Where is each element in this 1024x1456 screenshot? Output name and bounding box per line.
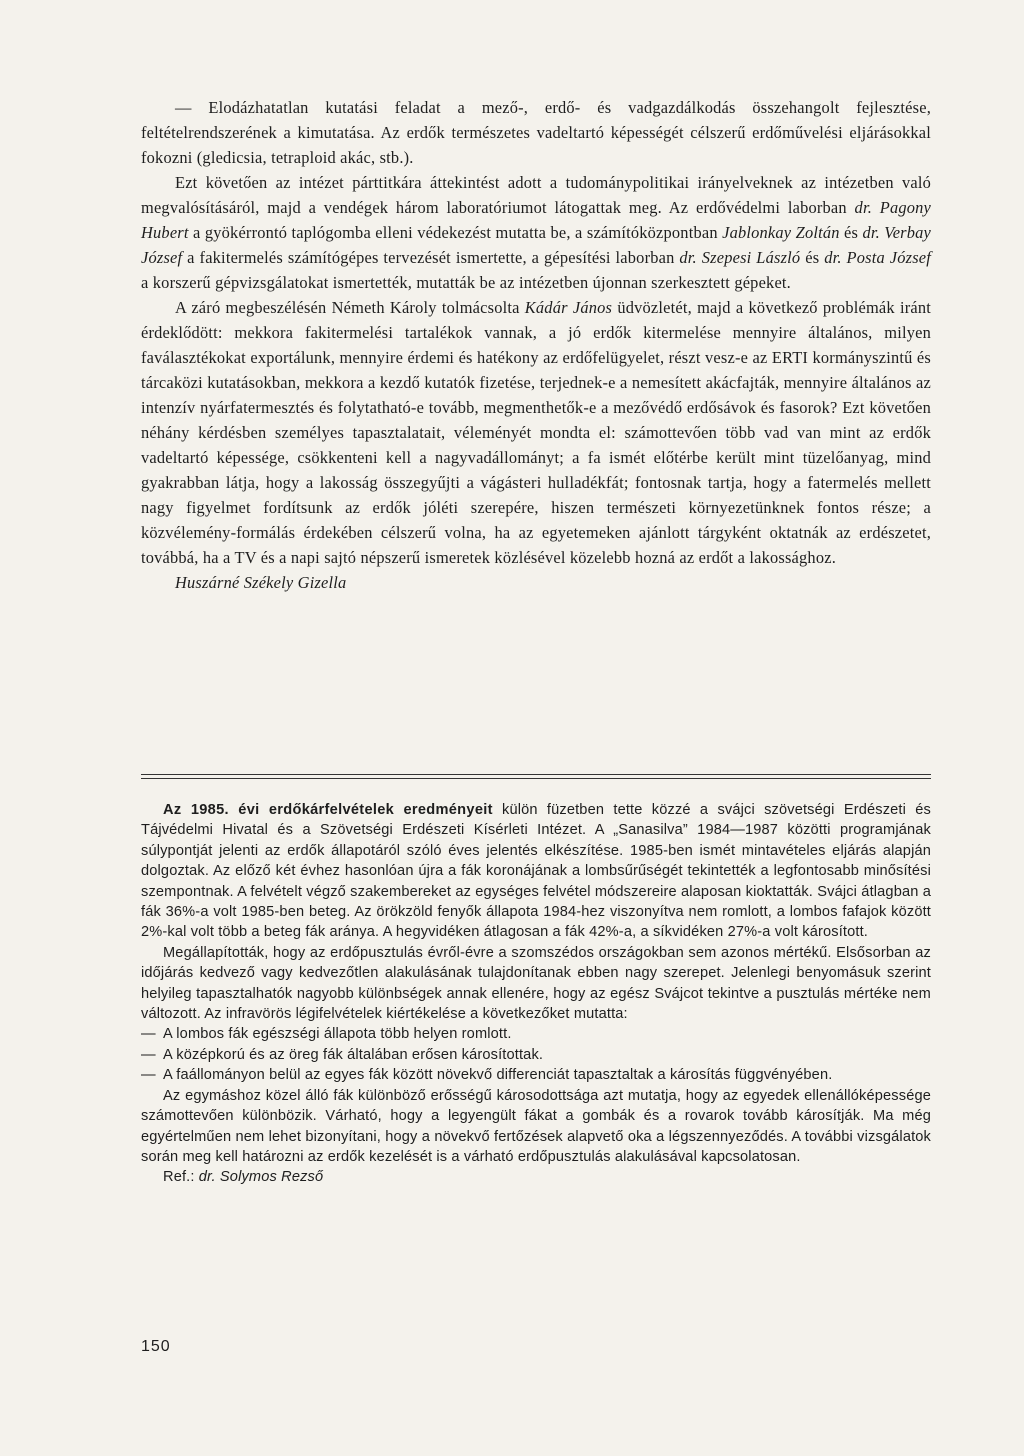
- person-name: Jablonkay Zoltán: [722, 223, 840, 242]
- section-divider: [141, 778, 931, 779]
- paragraph-lab-visits: Ezt követően az intézet párttitkára áttekintést adott a tudománypolitikai irányelveknek az intézetben való megvalósításáról, majd a vendégek három laboratóriumot látogattak meg. Az erdővédelmi laborban dr. Pagony Hubert a gyökérrontó taplógomba elleni védekezést mutatta be, a számítóközpontban Jablonkay Zoltán és dr. Verbay József a fakitermelés számítógépes tervezését ismertette, a gépesítési laborban dr. Szepesi László és dr. Posta József a korszerű gépvizsgálatokat ismertették, mutatták be az intézetben újonnan szerkesztett gépeket.: [141, 173, 932, 292]
- article-top: [141, 95, 931, 595]
- author-signature: Huszárné Székely Gizella: [175, 573, 347, 592]
- person-name: dr. Posta József: [824, 248, 932, 267]
- person-name: dr. Verbay József: [141, 223, 932, 267]
- list-item: — A középkorú és az öreg fák általában erősen károsítottak.: [141, 1046, 544, 1063]
- reviewer-line: Ref.: dr. Solymos Rezső: [163, 1169, 324, 1186]
- person-name: dr. Pagony Hubert: [141, 198, 931, 242]
- reviewer-name: dr. Solymos Rezső: [198, 1169, 324, 1186]
- list-item: — A faállományon belül az egyes fák között növekvő differenciát tapasztaltak a károsítás függvényében.: [141, 1067, 833, 1084]
- paragraph-intro: — Elodázhatatlan kutatási feladat a mező-, erdő- és vadgazdálkodás összehangolt fejlesztése, feltételrendszerének a kimutatása. Az erdők természetes vadeltartó képességét célszerű erdőművelési eljárásokkal fokozni (gledicsia, tetraploid akác, stb.).: [141, 98, 931, 167]
- article-headline: Az 1985. évi erdőkárfelvételek eredményeit: [163, 802, 493, 818]
- paragraph-findings: Megállapították, hogy az erdőpusztulás évről-évre a szomszédos országokban sem azonos mértékű. Elsősorban az időjárás kedvező vagy kedvezőtlen alakulásának tulajdonítanak ebben nagy szerepet. Jelenlegi benyomásuk szerint helyileg tapasztalhatók nagyobb különbségek annak ellenére, hogy az egész Svájcot tekintve a pusztulás mértéke nem változott. Az infravörös légifelvételek kiértékelése a következőket mutatta:: [141, 944, 931, 1023]
- article-bottom: [141, 800, 931, 1188]
- list-item: — A lombos fák egészségi állapota több helyen romlott.: [141, 1026, 512, 1043]
- person-name: Kádár János: [524, 298, 613, 317]
- paragraph-closing-meeting: A záró megbeszélésén Németh Károly tolmácsolta Kádár János üdvözletét, majd a következő problémák iránt érdeklődött: mekkora fakitermelési tartalékok vannak, a jó erdők kitermelése mennyire általános, milyen faválasztékokat exportálunk, mennyire érdemi és hatékony az erdőfelügyelet, részt vesz-e az ERTI kormányszintű és tárcaközi kutatásokban, mekkora a kezdő kutatók fizetése, terjednek-e a nemesített akácfajták, mennyire általános az intenzív nyárfatermesztés és folytatható-e tovább, megmenthetők-e a mezővédő erdősávok és fasorok? Ezt követően néhány kérdésben személyes tapasztalatait, véleményét mondta el: számottevően több vad van mint az erdők vadeltartó képessége, csökkenteni kell a nagyvadállományt; a fa ismét előtérbe került mint tüzelőanyag, mind gyakrabban látja, hogy a lakosság összegyűjti a vágásteri hulladékfát; fontosnak tartja, hogy a fatermelés mellett nagy figyelmet fordítsunk az erdők jóléti szerepére, hiszen természeti környezetünknek fontos része; a közvélemény-formálás érdekében célszerű volna, ha az egyetemeken ajánlott tárgyként oktatnák az erdészetet, továbbá, ha a TV és a napi sajtó népszerű ismeretek közlésével közelebb hozná az erdőt a lakossághoz.: [141, 298, 932, 567]
- page-number: 150: [141, 1338, 171, 1355]
- person-name: dr. Szepesi László: [679, 248, 801, 267]
- section-divider: [141, 774, 931, 775]
- paragraph-survey-results: Az 1985. évi erdőkárfelvételek eredményeit külön füzetben tette közzé a svájci szövetségi Erdészeti és Tájvédelmi Hivatal és a Szövetségi Erdészeti Kísérleti Intézet. A „Sanasilva” 1984—1987 közötti programjának súlypontját jelenti az erdők állapotáról szóló éves jelentés elkészítése. 1985-ben ismét mintavételes eljárás alapján dolgoztak. Az előző két évhez hasonlóan újra a fák koronájának a lombsűrűségét tekintették a legfontosabb minősítési szempontnak. A felvételt végző szakembereket az egységes felvétel módszereire alaposan kioktatták. Svájci átlagban a fák 36%-a volt 1985-ben beteg. Az örökzöld fenyők állapota 1984-hez viszonyítva nem romlott, a lombos fafajok között 2%-kal volt több a beteg fák aránya. A hegyvidéken átlagosan a fák 42%-a, a síkvidéken 27%-a volt károsított.: [141, 802, 931, 941]
- paragraph-conclusion: Az egymáshoz közel álló fák különböző erősségű károsodottsága azt mutatja, hogy az egyedek ellenállóképessége számottevően különbözik. Várható, hogy a legyengült fákat a gombák és a rovarok tovább károsítják. Ma még egyértelműen nem lehet bizonyítani, hogy a növekvő fertőzések alapvető oka a légszennyeződés. A további vizsgálatok során meg kell határozni az erdők kezelését is a várható erdőpusztulás alakulásával kapcsolatosan.: [141, 1087, 931, 1165]
